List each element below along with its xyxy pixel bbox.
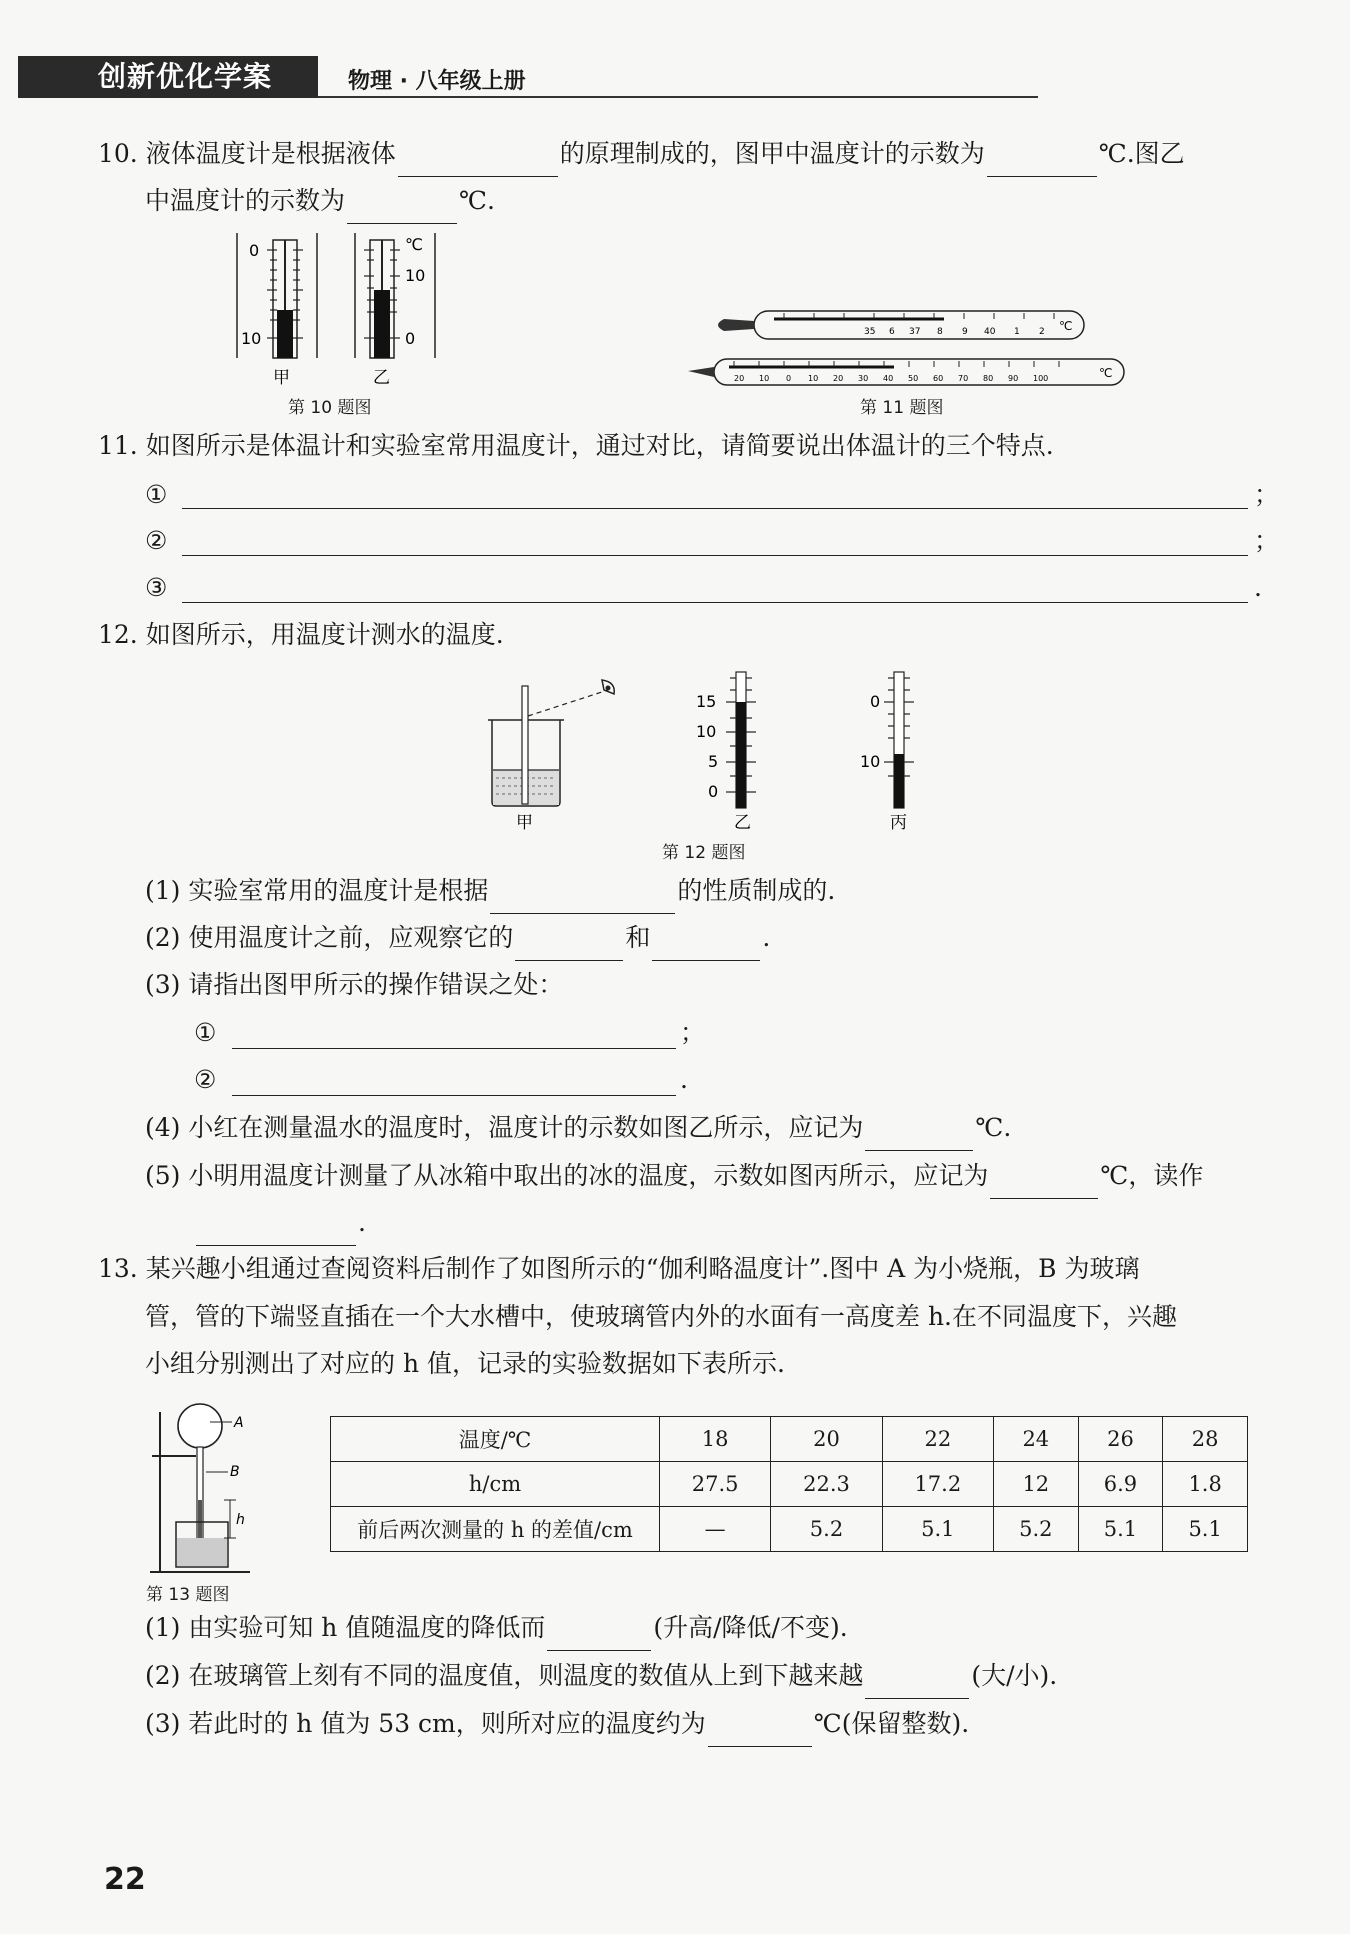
q12-blank-1[interactable] (490, 883, 675, 914)
fig13-label-b: B (230, 1464, 240, 1480)
brand-logo: 创新优化学案 (18, 56, 318, 98)
svg-text:8: 8 (937, 327, 943, 337)
q12-text: 12. 如图所示，用温度计测水的温度. (98, 620, 504, 649)
q12-part4: (4) 小红在测量温水的温度时，温度计的示数如图乙所示，应记为 ℃. (145, 1105, 1011, 1151)
fig12-yi-tick-15: 15 (696, 692, 717, 711)
table-cell: 5.1 (1163, 1507, 1248, 1552)
q12-part3-end-1: ； (680, 1018, 706, 1047)
fig11-clinical-ticks (864, 327, 1045, 337)
fig10-yi-bottom: 0 (405, 329, 416, 348)
q13-line2: 管，管的下端竖直插在一个大水槽中，使玻璃管内外的水面有一高度差 h.在不同温度下，兴趣 (145, 1302, 1177, 1331)
q13-part1: (1) 由实验可知 h 值随温度的降低而 (升高/降低/不变). (145, 1605, 848, 1651)
fig10-jia-bottom: 10 (241, 329, 262, 348)
svg-text:40: 40 (883, 374, 894, 383)
table-cell: h/cm (331, 1462, 660, 1507)
fig13-caption: 第 13 题图 (146, 1585, 230, 1605)
table-cell: 28 (1163, 1417, 1248, 1462)
q11-answer-line-1[interactable] (182, 508, 1248, 509)
q12-blank-3[interactable] (652, 930, 760, 961)
table-cell: 24 (993, 1417, 1078, 1462)
page-number: 22 (104, 1862, 146, 1897)
table-row (331, 1417, 1248, 1462)
fig10-label-yi: 乙 (373, 368, 390, 388)
q10-text-e: ℃. (459, 186, 495, 215)
q13-line1: 13. 某兴趣小组通过查阅资料后制作了如图所示的“伽利略温度计”.图中 A 为小烧瓶，B 为玻璃 (98, 1254, 1140, 1283)
q13-data-table (330, 1416, 1248, 1552)
table-cell: 前后两次测量的 h 的差值/cm (331, 1507, 660, 1552)
fig13-label-h: h (236, 1512, 245, 1528)
svg-text:70: 70 (958, 374, 969, 383)
fig12-yi-tick-10: 10 (696, 722, 717, 741)
fig10-label-jia: 甲 (273, 368, 290, 388)
table-cell: 26 (1078, 1417, 1163, 1462)
header-subtitle: 物理 · 八年级上册 (348, 69, 526, 94)
q10-text-c: ℃.图乙 (1098, 139, 1185, 168)
table-cell: 5.1 (1078, 1507, 1163, 1552)
q12-blank-6[interactable] (196, 1215, 356, 1246)
fig12-label-jia: 甲 (516, 813, 533, 833)
table-row (331, 1507, 1248, 1552)
svg-text:35: 35 (864, 327, 876, 337)
fig11-lab-ticks (734, 374, 1048, 383)
page-header (18, 56, 1048, 98)
svg-text:20: 20 (833, 374, 844, 383)
table-cell: 22 (882, 1417, 993, 1462)
q11-answer-line-3[interactable] (182, 602, 1248, 603)
q11-end-1: ； (1254, 480, 1280, 509)
svg-text:30: 30 (858, 374, 869, 383)
table-cell: 温度/℃ (331, 1417, 660, 1462)
q12-blank-4[interactable] (865, 1120, 973, 1151)
q10-blank-3[interactable] (347, 193, 457, 224)
q10-line2 (145, 178, 495, 224)
q12-part3-end-2: . (680, 1065, 688, 1094)
fig10-yi-top: 10 (405, 266, 426, 285)
q13-blank-2[interactable] (865, 1668, 969, 1699)
svg-text:40: 40 (984, 327, 996, 337)
table-cell: 12 (993, 1462, 1078, 1507)
svg-text:90: 90 (1008, 374, 1019, 383)
table-row (331, 1462, 1248, 1507)
q12-blank-2[interactable] (515, 930, 623, 961)
q11-end-2: ； (1254, 526, 1280, 555)
q12-part3-line-2[interactable] (232, 1095, 676, 1096)
table-cell: 5.1 (882, 1507, 993, 1552)
table-cell: 6.9 (1078, 1462, 1163, 1507)
fig10-thermometers (225, 228, 455, 388)
svg-text:2: 2 (1039, 327, 1045, 337)
q12-blank-5[interactable] (990, 1168, 1098, 1199)
svg-text:100: 100 (1033, 374, 1049, 383)
q13-part3: (3) 若此时的 h 值为 53 cm，则所对应的温度约为 ℃(保留整数). (145, 1701, 969, 1747)
table-cell: 17.2 (882, 1462, 993, 1507)
q12-part3-marker-2: ② (194, 1065, 217, 1094)
table-cell: 22.3 (771, 1462, 882, 1507)
q11-text: 11. 如图所示是体温计和实验室常用温度计，通过对比，请简要说出体温计的三个特点. (98, 431, 1054, 460)
q10-text-d: 中温度计的示数为 (145, 186, 346, 215)
q13-part2: (2) 在玻璃管上刻有不同的温度值，则温度的数值从上到下越来越 (大/小). (145, 1653, 1057, 1699)
fig12-yi-tick-5: 5 (708, 752, 719, 771)
svg-text:20: 20 (734, 374, 745, 383)
q12-part2: (2) 使用温度计之前，应观察它的 和 . (145, 915, 770, 961)
fig10-yi-unit: ℃ (405, 235, 423, 254)
svg-text:℃: ℃ (1059, 319, 1073, 333)
fig13-galileo-thermometer (140, 1392, 260, 1582)
q13-blank-1[interactable] (547, 1620, 651, 1651)
q10-blank-2[interactable] (987, 146, 1097, 177)
q10-blank-1[interactable] (398, 146, 558, 177)
fig12-bing-tick-10: 10 (860, 752, 881, 771)
q10-line1 (98, 131, 1185, 177)
q11-marker-1: ① (145, 480, 168, 509)
header-rule (318, 96, 1038, 98)
q12-part5: (5) 小明用温度计测量了从冰箱中取出的冰的温度，示数如图丙所示，应记为 ℃，读作 (145, 1153, 1203, 1199)
q12-part5-line2: . (194, 1200, 366, 1246)
svg-text:50: 50 (908, 374, 919, 383)
q11-answer-line-2[interactable] (182, 555, 1248, 556)
fig10-caption: 第 10 题图 (288, 398, 372, 418)
q12-part3-line-1[interactable] (232, 1048, 676, 1049)
table-cell: 5.2 (771, 1507, 882, 1552)
svg-text:6: 6 (889, 327, 895, 337)
q13-line3: 小组分别测出了对应的 h 值，记录的实验数据如下表所示. (145, 1349, 785, 1378)
svg-text:37: 37 (909, 327, 921, 337)
svg-text:60: 60 (933, 374, 944, 383)
svg-text:1: 1 (1014, 327, 1020, 337)
fig11-thermometers (684, 305, 1134, 395)
table-cell: 18 (660, 1417, 771, 1462)
q11-marker-2: ② (145, 526, 168, 555)
svg-text:80: 80 (983, 374, 994, 383)
fig13-label-a: A (234, 1415, 244, 1431)
q11-marker-3: ③ (145, 573, 168, 602)
fig12-figures (480, 668, 940, 833)
fig12-label-bing: 丙 (890, 813, 907, 833)
table-cell: 1.8 (1163, 1462, 1248, 1507)
svg-text:10: 10 (759, 374, 770, 383)
q11-end-3: . (1254, 573, 1262, 602)
fig12-caption: 第 12 题图 (662, 843, 746, 863)
q12-part3: (3) 请指出图甲所示的操作错误之处： (145, 970, 564, 999)
q10-text-b: 的原理制成的，图甲中温度计的示数为 (559, 139, 985, 168)
fig11-caption: 第 11 题图 (860, 398, 944, 418)
table-cell: — (660, 1507, 771, 1552)
q12-part3-marker-1: ① (194, 1018, 217, 1047)
svg-text:0: 0 (786, 374, 792, 383)
svg-text:9: 9 (962, 327, 968, 337)
fig12-label-yi: 乙 (734, 813, 751, 833)
table-cell: 27.5 (660, 1462, 771, 1507)
fig10-jia-top: 0 (249, 241, 260, 260)
svg-text:10: 10 (808, 374, 819, 383)
fig12-bing-tick-0: 0 (870, 692, 881, 711)
table-cell: 5.2 (993, 1507, 1078, 1552)
fig12-yi-tick-0: 0 (708, 782, 719, 801)
q13-blank-3[interactable] (708, 1716, 812, 1747)
svg-text:℃: ℃ (1099, 366, 1113, 380)
q12-part1: (1) 实验室常用的温度计是根据 的性质制成的. (145, 868, 835, 914)
q10-text-a: 10. 液体温度计是根据液体 (98, 139, 396, 168)
table-cell: 20 (771, 1417, 882, 1462)
